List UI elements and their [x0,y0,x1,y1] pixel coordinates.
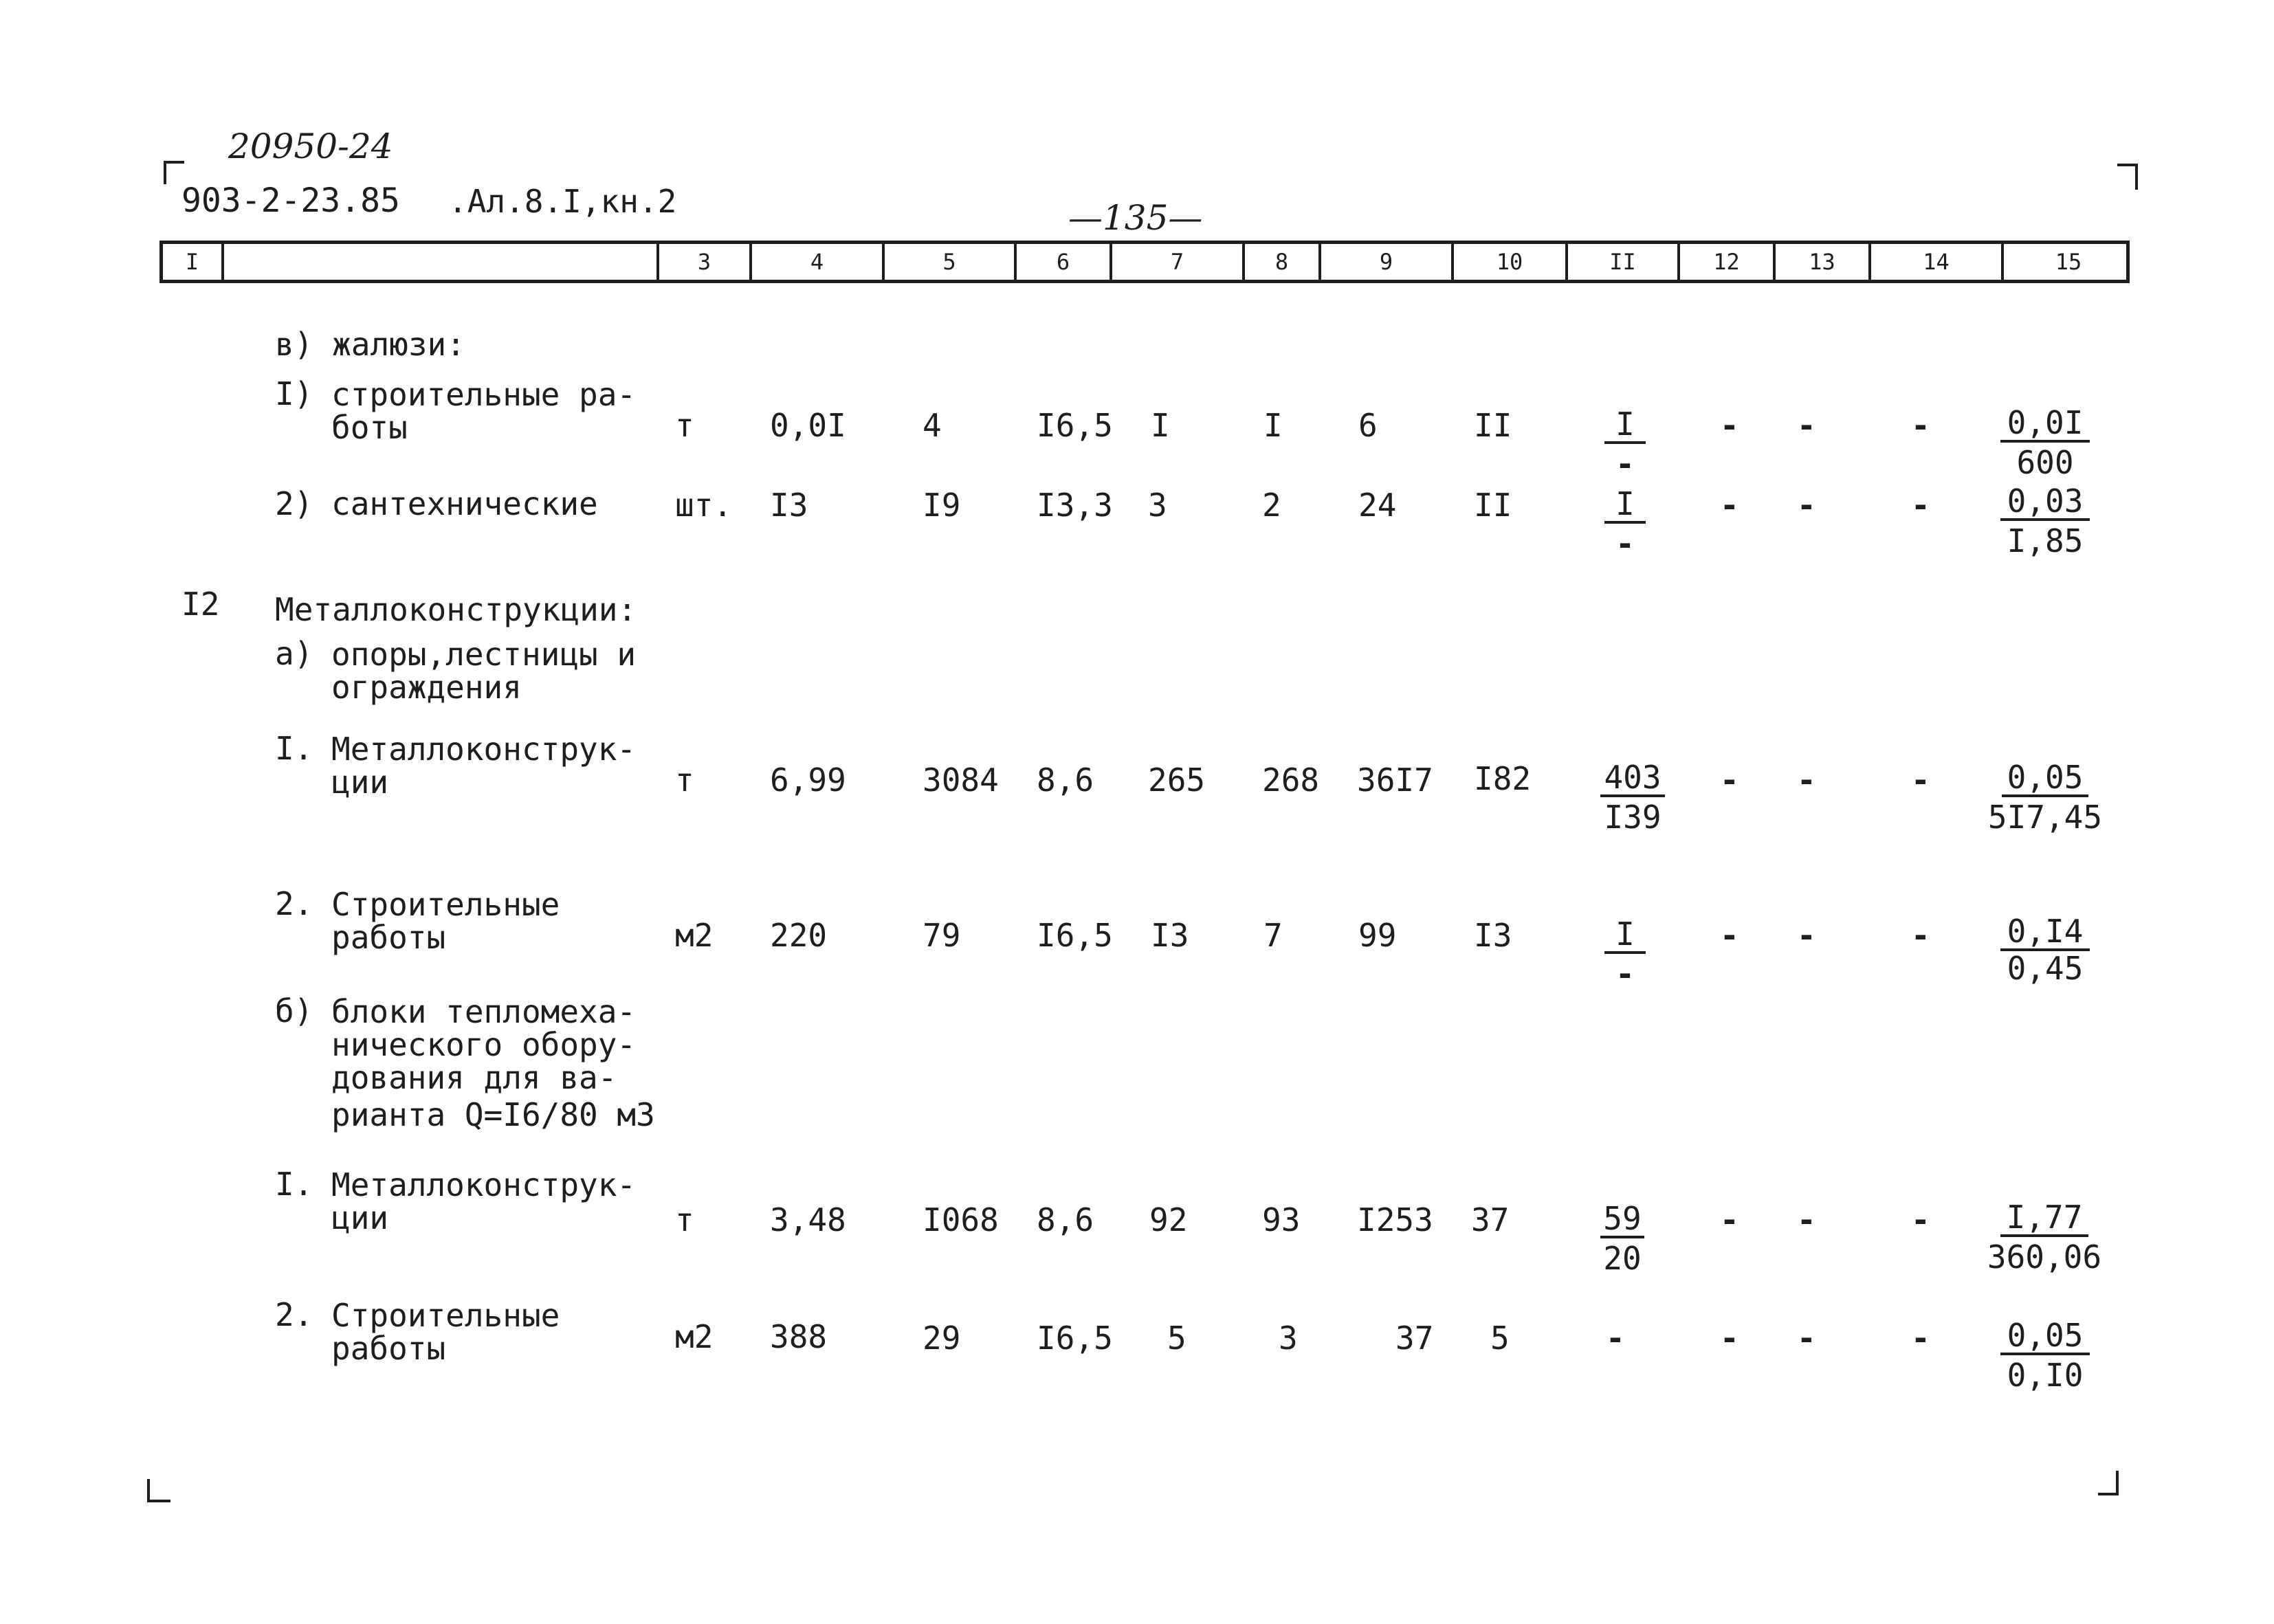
col15-fraction [2000,404,2090,481]
col8-cell: 268 [1262,761,1320,799]
col6-cell: 8,6 [1037,1201,1094,1238]
col10-cell: II [1474,407,1512,444]
col-header-7: 7 [1110,244,1242,280]
col4-cell: 388 [770,1318,828,1355]
row-text-line: ции [331,764,389,801]
row-description [331,378,636,444]
col6-cell: I6,5 [1037,917,1113,954]
fraction-denominator: - [1615,955,1635,992]
fraction-numerator: I,77 [2000,1201,2088,1237]
col15-fraction [2000,913,2090,987]
col8-cell: I [1263,407,1283,444]
row-text-line: Металлоконструк- [331,1166,637,1203]
fraction-denominator: 360,06 [1987,1238,2102,1276]
col14-cell: - [1911,1320,1930,1357]
col7-cell: 265 [1148,761,1206,799]
col10-cell: I3 [1474,917,1512,954]
col6-cell: 8,6 [1037,761,1094,799]
fraction-denominator: 0,45 [2007,950,2084,987]
unit-cell: т [675,1201,694,1238]
col12-cell: - [1720,1201,1739,1238]
col15-fraction [1987,759,2104,836]
col5-cell: I068 [923,1201,999,1238]
row-text-line: Строительные [331,886,560,923]
row-text-line: ции [331,1199,389,1236]
col13-cell: - [1797,761,1816,799]
fraction-numerator: I [1604,488,1646,524]
col-header-11: II [1565,244,1677,280]
fraction-numerator: 0,03 [2000,485,2090,521]
row-text-line: рианта Q=I6/80 м3 [331,1096,655,1133]
col11-fraction [1604,915,1646,992]
col9-cell: 6 [1358,407,1378,444]
row-text-line: работы [331,1330,446,1367]
col-header-3: 3 [656,244,749,280]
row-text-line: строительные ра- [331,376,637,413]
col-header-15: 15 [2001,244,2133,280]
col12-cell: - [1720,407,1739,444]
fraction-numerator: I [1604,918,1646,954]
col-header-6: 6 [1014,244,1110,280]
col11-fraction [1604,485,1646,562]
col12-cell: - [1720,917,1739,954]
col4-cell: 6,99 [770,761,846,799]
col5-cell: I9 [923,487,961,524]
fraction-numerator: 0,0I [2000,407,2090,443]
row-marker: 2) [275,485,313,522]
fraction-denominator: I39 [1604,799,1662,836]
row-marker: I) [275,375,313,412]
handwritten-number: 20950-24 [228,126,393,166]
col11-fraction [1604,405,1646,482]
row-description: сантехнические [331,485,598,522]
doc-code: 903-2-23.85 [181,181,400,220]
column-header-table [159,241,2130,283]
row-description [331,1168,636,1234]
col6-cell: I6,5 [1037,1320,1113,1357]
col4-cell: 220 [770,917,828,954]
col12-cell: - [1720,761,1739,799]
col-header-1: I [185,249,199,275]
fraction-denominator: - [1615,445,1635,482]
col4-cell: 3,48 [770,1201,846,1238]
col9-cell: 99 [1358,917,1397,954]
col7-cell: 5 [1167,1320,1186,1357]
fraction-denominator: 20 [1603,1240,1642,1277]
col10-cell: 37 [1471,1201,1510,1238]
col8-cell: 3 [1279,1320,1298,1357]
row-text-line: ограждения [331,669,522,706]
corner-mark-bottom-left [147,1479,170,1502]
col8-cell: 7 [1263,917,1283,954]
col7-cell: I3 [1151,917,1189,954]
col-header-4: 4 [749,244,882,280]
col14-cell: - [1911,1201,1930,1238]
col-header-9: 9 [1318,244,1451,280]
row-text-line: дования для ва- [331,1059,617,1096]
album-ref: .Ал.8.I,кн.2 [448,183,677,220]
col4-cell: 0,0I [770,407,846,444]
unit-cell: т [675,407,694,444]
fraction-numerator: 59 [1600,1203,1644,1238]
subsection-b-marker: б) [275,992,313,1030]
col6-cell: I6,5 [1037,407,1113,444]
corner-mark-top-right [2117,164,2138,190]
col11-cell: - [1606,1320,1625,1357]
col13-cell: - [1797,1320,1816,1357]
subsection-a-marker: а) [275,635,313,672]
page-number: —135— [1068,198,1203,238]
row-description [331,1299,560,1365]
fraction-numerator: 0,05 [2000,1320,2090,1355]
col10-cell: 5 [1490,1320,1510,1357]
col5-cell: 4 [923,407,942,444]
col7-cell: 92 [1149,1201,1188,1238]
col5-cell: 29 [923,1320,961,1357]
col13-cell: - [1797,407,1816,444]
unit-cell: шт. [675,487,733,524]
col13-cell: - [1797,487,1816,524]
row-text-line: Металлоконструк- [331,731,637,768]
row-text-line: Строительные [331,1297,560,1334]
row-marker: 2. [275,885,313,922]
row-text-line: работы [331,919,446,956]
col-header-2 [221,244,656,280]
col5-cell: 3084 [923,761,999,799]
row-marker: I. [275,730,313,767]
unit-cell: м2 [675,917,714,954]
col-header-10: 10 [1451,244,1565,280]
row-description [331,888,560,954]
fraction-denominator: 5I7,45 [1987,799,2103,836]
section-title: Металлоконструкции: [275,591,637,628]
col7-cell: 3 [1148,487,1167,524]
col13-cell: - [1797,1201,1816,1238]
col-header-5: 5 [882,244,1014,280]
col11-fraction [1600,1200,1644,1277]
corner-mark-top-left [164,161,184,184]
col8-cell: 93 [1262,1201,1301,1238]
fraction-numerator: I [1604,408,1646,444]
col4-cell: I3 [770,487,808,524]
row-text-line: нического обору- [331,1026,637,1063]
row-text-line: опоры,лестницы и [331,636,637,673]
col11-fraction [1600,759,1665,836]
col10-cell: II [1474,487,1512,524]
subsection-v-heading: в) жалюзи: [275,326,465,363]
col-header-8: 8 [1242,244,1318,280]
fraction-denominator: 600 [2016,444,2074,481]
col14-cell: - [1911,917,1930,954]
col6-cell: I3,3 [1037,487,1113,524]
col5-cell: 79 [923,917,961,954]
col9-cell: I253 [1357,1201,1433,1238]
col13-cell: - [1797,917,1816,954]
col7-cell: I [1151,407,1170,444]
col-header-13: 13 [1773,244,1868,280]
col9-cell: 36I7 [1357,761,1433,799]
fraction-denominator: - [1615,525,1635,562]
col10-cell: I82 [1474,760,1532,797]
row-text-line: боты [331,409,408,446]
fraction-numerator: 403 [1600,761,1665,797]
row-marker: I. [275,1166,313,1203]
row-description [331,733,636,799]
col14-cell: - [1911,487,1930,524]
section-number: I2 [181,586,220,623]
subsection-b-text [331,995,655,1131]
unit-cell: т [675,761,694,799]
col12-cell: - [1720,1320,1739,1357]
col9-cell: 37 [1395,1320,1434,1357]
corner-mark-bottom-right [2098,1471,2119,1495]
unit-cell: м2 [675,1318,714,1355]
col15-fraction [1983,1199,2106,1276]
col12-cell: - [1720,487,1739,524]
row-marker: 2. [275,1296,313,1333]
col15-fraction [2000,482,2090,559]
col-header-12: 12 [1677,244,1773,280]
subsection-a-text [331,638,636,704]
col8-cell: 2 [1262,487,1281,524]
col14-cell: - [1911,761,1930,799]
fraction-numerator: 0,05 [2002,761,2088,797]
fraction-denominator: 0,I0 [2007,1357,2084,1394]
col9-cell: 24 [1358,487,1397,524]
fraction-denominator: I,85 [2007,522,2084,559]
fraction-numerator: 0,I4 [2000,915,2090,951]
row-text-line: блоки тепломеха- [331,993,637,1030]
col14-cell: - [1911,407,1930,444]
col15-fraction [2000,1317,2090,1394]
col-header-14: 14 [1868,244,2001,280]
